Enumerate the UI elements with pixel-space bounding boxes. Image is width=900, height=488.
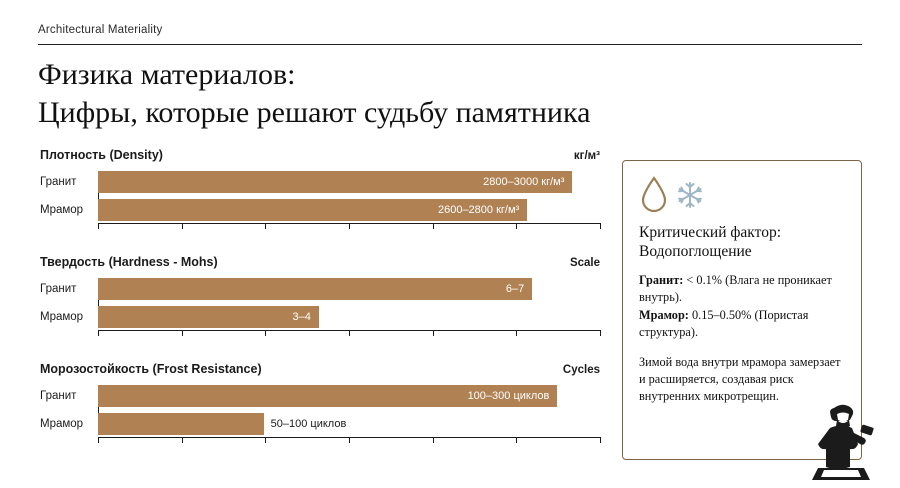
axis-tick [516, 330, 517, 336]
bar-track [98, 278, 600, 300]
axis-tick [98, 437, 99, 443]
page-title-line-1: Физика материалов: [38, 58, 296, 91]
card-icon-group [639, 175, 845, 219]
bar-category-label: Гранит [40, 390, 77, 402]
chart-panel-frost-resistance [40, 362, 600, 449]
sculptor-stamp-icon [804, 398, 878, 482]
bar-value-label: 2600–2800 кг/м³ [437, 204, 520, 216]
bar-category-label: Мрамор [40, 311, 84, 323]
axis-tick [600, 437, 601, 443]
axis-tick [182, 223, 183, 229]
axis-tick [182, 437, 183, 443]
axis-tick [98, 223, 99, 229]
marble-label: Мрамор: [639, 307, 689, 322]
axis-tick [98, 330, 99, 336]
bar-value-label: 50–100 циклов [270, 418, 347, 430]
bar-track [98, 306, 600, 328]
x-axis [98, 330, 600, 342]
axis-tick [600, 330, 601, 336]
axis-tick [516, 223, 517, 229]
chart-plot [40, 171, 600, 221]
granite-value: < 0.1% (Влага не проникает внутрь). [639, 272, 832, 305]
axis-tick [265, 223, 266, 229]
page-title [38, 56, 838, 133]
bar-row [40, 385, 600, 407]
axis-tick [182, 330, 183, 336]
bar-category-label: Мрамор [40, 204, 84, 216]
chart-unit: кг/м³ [573, 150, 600, 162]
x-axis [98, 223, 600, 235]
chart-plot [40, 278, 600, 328]
chart-header [40, 148, 600, 162]
card-note: Зимой вода внутри мрамора замерзает и расширяется, создавая риск внутренних микротрещин. [639, 354, 841, 404]
bar-row [40, 306, 600, 328]
chart-panel-density [40, 148, 600, 235]
axis-tick [433, 330, 434, 336]
chart-title: Морозостойкость (Frost Resistance) [40, 362, 262, 376]
bar-marble [98, 306, 319, 328]
chart-plot [40, 385, 600, 435]
bar-value-label: 2800–3000 кг/м³ [483, 176, 565, 188]
bar-row [40, 278, 600, 300]
bar-category-label: Гранит [40, 176, 77, 188]
bar-value-label: 3–4 [292, 311, 311, 323]
bar-track [98, 171, 600, 193]
axis-tick [516, 437, 517, 443]
chart-header [40, 362, 600, 376]
axis-tick [349, 437, 350, 443]
bar-category-label: Гранит [40, 283, 77, 295]
chart-unit: Cycles [562, 364, 600, 376]
chart-title: Плотность (Density) [40, 148, 163, 162]
bar-track [98, 413, 600, 435]
chart-panel-hardness [40, 255, 600, 342]
axis-tick [433, 223, 434, 229]
bar-value-label: 6–7 [505, 283, 525, 295]
chart-title: Твердость (Hardness - Mohs) [40, 255, 218, 269]
bar-marble [98, 199, 527, 221]
bar-granite [98, 385, 557, 407]
snowflake-icon [675, 180, 705, 215]
bar-category-label: Мрамор [40, 418, 84, 430]
axis-tick [600, 223, 601, 229]
header-divider [38, 44, 862, 45]
card-heading-line-1: Критический фактор: [639, 224, 782, 241]
axis-tick [265, 330, 266, 336]
x-axis [98, 437, 600, 449]
card-heading [639, 223, 845, 262]
eyebrow-label: Architectural Materiality [38, 24, 163, 36]
bar-granite [98, 171, 572, 193]
granite-label: Гранит: [639, 272, 684, 287]
page-title-line-2: Цифры, которые решают судьбу памятника [38, 96, 591, 130]
card-heading-line-2: Водопоглощение [639, 243, 752, 261]
card-absorption-values [639, 272, 845, 342]
axis-tick [433, 437, 434, 443]
bar-granite [98, 278, 532, 300]
marble-value: 0.15–0.50% (Пористая структура). [639, 307, 809, 340]
water-drop-icon [639, 175, 669, 220]
axis-tick [265, 437, 266, 443]
chart-header [40, 255, 600, 269]
bar-value-label: 100–300 циклов [467, 390, 550, 402]
axis-tick [349, 223, 350, 229]
bar-marble [98, 413, 347, 435]
bar-row [40, 413, 600, 435]
bar-track [98, 385, 600, 407]
chart-unit: Scale [569, 257, 600, 269]
axis-tick [349, 330, 350, 336]
bar-row [40, 199, 600, 221]
bar-row [40, 171, 600, 193]
bar-track [98, 199, 600, 221]
